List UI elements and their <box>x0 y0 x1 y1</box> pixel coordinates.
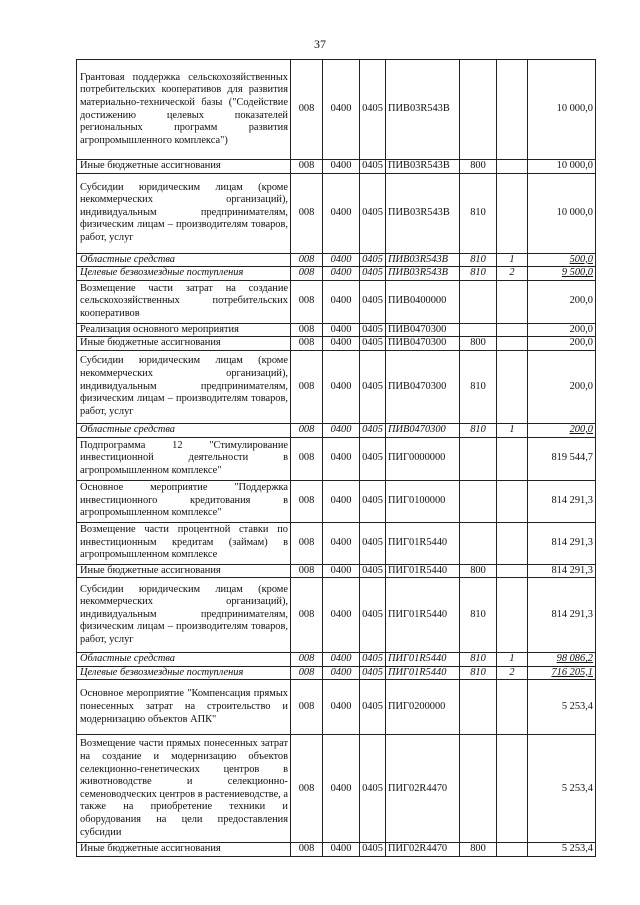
row-funding-source-code <box>497 564 528 578</box>
row-subsection-code: 0405 <box>360 160 386 174</box>
row-name: Областные средства <box>77 653 291 667</box>
row-funding-source-code <box>497 60 528 160</box>
table-row <box>77 653 596 667</box>
row-amount: 10 000,0 <box>528 160 596 174</box>
row-subsection-code: 0405 <box>360 173 386 253</box>
row-admin-code: 008 <box>291 680 323 735</box>
row-admin-code: 008 <box>291 564 323 578</box>
row-expense-type-code: 810 <box>460 666 497 680</box>
row-name: Иные бюджетные ассигнования <box>77 337 291 351</box>
row-section-code: 0400 <box>323 173 360 253</box>
row-funding-source-code <box>497 280 528 323</box>
row-target-article-code: ПИВ03R543В <box>386 253 460 267</box>
row-amount: 200,0 <box>528 423 596 437</box>
row-amount: 5 253,4 <box>528 735 596 843</box>
row-funding-source-code <box>497 173 528 253</box>
row-amount: 10 000,0 <box>528 173 596 253</box>
row-section-code: 0400 <box>323 323 360 337</box>
row-amount: 98 086,2 <box>528 653 596 667</box>
table-row <box>77 522 596 564</box>
table-row <box>77 173 596 253</box>
row-admin-code: 008 <box>291 666 323 680</box>
row-amount: 819 544,7 <box>528 437 596 480</box>
row-amount: 9 500,0 <box>528 267 596 281</box>
row-admin-code: 008 <box>291 323 323 337</box>
table-row <box>77 423 596 437</box>
row-section-code: 0400 <box>323 253 360 267</box>
page-number: 37 <box>314 37 326 51</box>
row-subsection-code: 0405 <box>360 267 386 281</box>
row-funding-source-code <box>497 735 528 843</box>
row-target-article-code: ПИВ0470300 <box>386 323 460 337</box>
row-admin-code: 008 <box>291 522 323 564</box>
row-expense-type-code <box>460 522 497 564</box>
table-row <box>77 350 596 423</box>
row-funding-source-code <box>497 437 528 480</box>
row-subsection-code: 0405 <box>360 735 386 843</box>
row-expense-type-code: 810 <box>460 253 497 267</box>
row-expense-type-code: 810 <box>460 653 497 667</box>
row-section-code: 0400 <box>323 437 360 480</box>
table-row <box>77 160 596 174</box>
table-row <box>77 843 596 857</box>
row-section-code: 0400 <box>323 522 360 564</box>
row-subsection-code: 0405 <box>360 480 386 522</box>
row-amount: 5 253,4 <box>528 843 596 857</box>
row-section-code: 0400 <box>323 653 360 667</box>
row-section-code: 0400 <box>323 160 360 174</box>
row-admin-code: 008 <box>291 280 323 323</box>
row-section-code: 0400 <box>323 337 360 351</box>
row-section-code: 0400 <box>323 843 360 857</box>
row-name: Основное мероприятие "Поддержка инвестиционного кредитования в агропромышленном комплексе" <box>77 480 291 522</box>
row-admin-code: 008 <box>291 480 323 522</box>
row-expense-type-code: 800 <box>460 564 497 578</box>
row-expense-type-code <box>460 323 497 337</box>
row-funding-source-code: 1 <box>497 653 528 667</box>
row-admin-code: 008 <box>291 253 323 267</box>
row-subsection-code: 0405 <box>360 843 386 857</box>
table-row <box>77 735 596 843</box>
row-section-code: 0400 <box>323 480 360 522</box>
row-amount: 5 253,4 <box>528 680 596 735</box>
row-subsection-code: 0405 <box>360 578 386 653</box>
row-subsection-code: 0405 <box>360 280 386 323</box>
row-admin-code: 008 <box>291 60 323 160</box>
row-section-code: 0400 <box>323 60 360 160</box>
row-expense-type-code <box>460 480 497 522</box>
row-subsection-code: 0405 <box>360 564 386 578</box>
row-admin-code: 008 <box>291 843 323 857</box>
row-subsection-code: 0405 <box>360 653 386 667</box>
row-subsection-code: 0405 <box>360 60 386 160</box>
row-target-article-code: ПИВ0470300 <box>386 337 460 351</box>
table-row <box>77 280 596 323</box>
row-admin-code: 008 <box>291 735 323 843</box>
row-section-code: 0400 <box>323 423 360 437</box>
row-funding-source-code <box>497 522 528 564</box>
row-funding-source-code <box>497 350 528 423</box>
table-row <box>77 578 596 653</box>
row-funding-source-code: 2 <box>497 666 528 680</box>
row-amount: 814 291,3 <box>528 522 596 564</box>
row-target-article-code: ПИГ02R4470 <box>386 735 460 843</box>
row-funding-source-code: 2 <box>497 267 528 281</box>
row-target-article-code: ПИГ01R5440 <box>386 653 460 667</box>
row-subsection-code: 0405 <box>360 522 386 564</box>
row-amount: 716 205,1 <box>528 666 596 680</box>
row-admin-code: 008 <box>291 578 323 653</box>
row-expense-type-code <box>460 735 497 843</box>
table-body <box>77 60 596 857</box>
row-name: Субсидии юридическим лицам (кроме некоммерческих организаций), индивидуальным предпринимателям, физическим лицам – производителям товаров, работ, услуг <box>77 578 291 653</box>
row-section-code: 0400 <box>323 666 360 680</box>
row-amount: 814 291,3 <box>528 564 596 578</box>
row-expense-type-code <box>460 680 497 735</box>
row-section-code: 0400 <box>323 267 360 281</box>
row-name: Целевые безвозмездные поступления <box>77 666 291 680</box>
row-target-article-code: ПИГ01R5440 <box>386 578 460 653</box>
row-section-code: 0400 <box>323 680 360 735</box>
table-row <box>77 666 596 680</box>
row-target-article-code: ПИГ01R5440 <box>386 564 460 578</box>
row-subsection-code: 0405 <box>360 350 386 423</box>
row-funding-source-code <box>497 843 528 857</box>
row-amount: 200,0 <box>528 280 596 323</box>
row-name: Возмещение части процентной ставки по инвестиционным кредитам (займам) в агропромышленном комплексе <box>77 522 291 564</box>
row-name: Грантовая поддержка сельскохозяйственных потребительских кооперативов для развития материально-технической базы ("Содействие достижению целевых показателей региональных программ развития агропромышленного комплекса") <box>77 60 291 160</box>
row-section-code: 0400 <box>323 350 360 423</box>
row-name: Субсидии юридическим лицам (кроме некоммерческих организаций), индивидуальным предпринимателям, физическим лицам – производителям товаров, работ, услуг <box>77 350 291 423</box>
row-funding-source-code: 1 <box>497 253 528 267</box>
row-admin-code: 008 <box>291 173 323 253</box>
row-funding-source-code <box>497 680 528 735</box>
row-target-article-code: ПИВ0470300 <box>386 350 460 423</box>
row-section-code: 0400 <box>323 564 360 578</box>
row-name: Субсидии юридическим лицам (кроме некоммерческих организаций), индивидуальным предпринимателям, физическим лицам – производителям товаров, работ, услуг <box>77 173 291 253</box>
row-expense-type-code: 810 <box>460 173 497 253</box>
row-expense-type-code <box>460 437 497 480</box>
row-subsection-code: 0405 <box>360 423 386 437</box>
table-row <box>77 564 596 578</box>
row-admin-code: 008 <box>291 337 323 351</box>
row-admin-code: 008 <box>291 160 323 174</box>
row-target-article-code: ПИВ03R543В <box>386 267 460 281</box>
row-target-article-code: ПИВ0470300 <box>386 423 460 437</box>
row-target-article-code: ПИВ03R543В <box>386 160 460 174</box>
row-admin-code: 008 <box>291 350 323 423</box>
table-row <box>77 323 596 337</box>
row-target-article-code: ПИГ01R5440 <box>386 522 460 564</box>
row-name: Иные бюджетные ассигнования <box>77 160 291 174</box>
row-funding-source-code <box>497 160 528 174</box>
row-name: Подпрограмма 12 "Стимулирование инвестиционной деятельности в агропромышленном комплексе" <box>77 437 291 480</box>
row-target-article-code: ПИГ0100000 <box>386 480 460 522</box>
row-funding-source-code <box>497 480 528 522</box>
row-section-code: 0400 <box>323 280 360 323</box>
row-admin-code: 008 <box>291 267 323 281</box>
row-subsection-code: 0405 <box>360 323 386 337</box>
row-expense-type-code <box>460 60 497 160</box>
row-funding-source-code <box>497 337 528 351</box>
row-target-article-code: ПИГ02R4470 <box>386 843 460 857</box>
row-expense-type-code: 810 <box>460 578 497 653</box>
row-expense-type-code <box>460 280 497 323</box>
row-funding-source-code <box>497 323 528 337</box>
row-name: Иные бюджетные ассигнования <box>77 843 291 857</box>
row-section-code: 0400 <box>323 735 360 843</box>
table-row <box>77 337 596 351</box>
row-name: Областные средства <box>77 423 291 437</box>
row-expense-type-code: 800 <box>460 337 497 351</box>
row-name: Возмещение части затрат на создание сельскохозяйственных потребительских кооперативов <box>77 280 291 323</box>
row-name: Возмещение части прямых понесенных затрат на создание и модернизацию объектов селекционно-генетических центров в животноводстве и селекционно-семеноводческих центров в растениеводстве, а также на приобретение техники и оборудования на цели предоставления субсидии <box>77 735 291 843</box>
row-subsection-code: 0405 <box>360 666 386 680</box>
table-row <box>77 437 596 480</box>
row-name: Реализация основного мероприятия <box>77 323 291 337</box>
row-admin-code: 008 <box>291 423 323 437</box>
row-subsection-code: 0405 <box>360 680 386 735</box>
row-amount: 500,0 <box>528 253 596 267</box>
row-target-article-code: ПИВ0400000 <box>386 280 460 323</box>
row-name: Областные средства <box>77 253 291 267</box>
row-subsection-code: 0405 <box>360 437 386 480</box>
row-target-article-code: ПИГ01R5440 <box>386 666 460 680</box>
row-expense-type-code: 800 <box>460 843 497 857</box>
table-row <box>77 267 596 281</box>
row-name: Основное мероприятие "Компенсация прямых понесенных затрат на строительство и модернизацию объектов АПК" <box>77 680 291 735</box>
row-amount: 10 000,0 <box>528 60 596 160</box>
row-subsection-code: 0405 <box>360 253 386 267</box>
table-row <box>77 480 596 522</box>
row-target-article-code: ПИГ0200000 <box>386 680 460 735</box>
row-amount: 814 291,3 <box>528 480 596 522</box>
row-amount: 200,0 <box>528 323 596 337</box>
row-amount: 200,0 <box>528 337 596 351</box>
table-row <box>77 253 596 267</box>
row-section-code: 0400 <box>323 578 360 653</box>
table-row <box>77 680 596 735</box>
row-name: Целевые безвозмездные поступления <box>77 267 291 281</box>
row-amount: 814 291,3 <box>528 578 596 653</box>
row-target-article-code: ПИВ03R543В <box>386 60 460 160</box>
row-expense-type-code: 800 <box>460 160 497 174</box>
row-expense-type-code: 810 <box>460 423 497 437</box>
row-amount: 200,0 <box>528 350 596 423</box>
row-name: Иные бюджетные ассигнования <box>77 564 291 578</box>
budget-table <box>76 59 596 857</box>
row-target-article-code: ПИВ03R543В <box>386 173 460 253</box>
row-admin-code: 008 <box>291 437 323 480</box>
row-expense-type-code: 810 <box>460 267 497 281</box>
row-funding-source-code <box>497 578 528 653</box>
row-target-article-code: ПИГ0000000 <box>386 437 460 480</box>
row-admin-code: 008 <box>291 653 323 667</box>
row-subsection-code: 0405 <box>360 337 386 351</box>
row-expense-type-code: 810 <box>460 350 497 423</box>
row-funding-source-code: 1 <box>497 423 528 437</box>
table-row <box>77 60 596 160</box>
